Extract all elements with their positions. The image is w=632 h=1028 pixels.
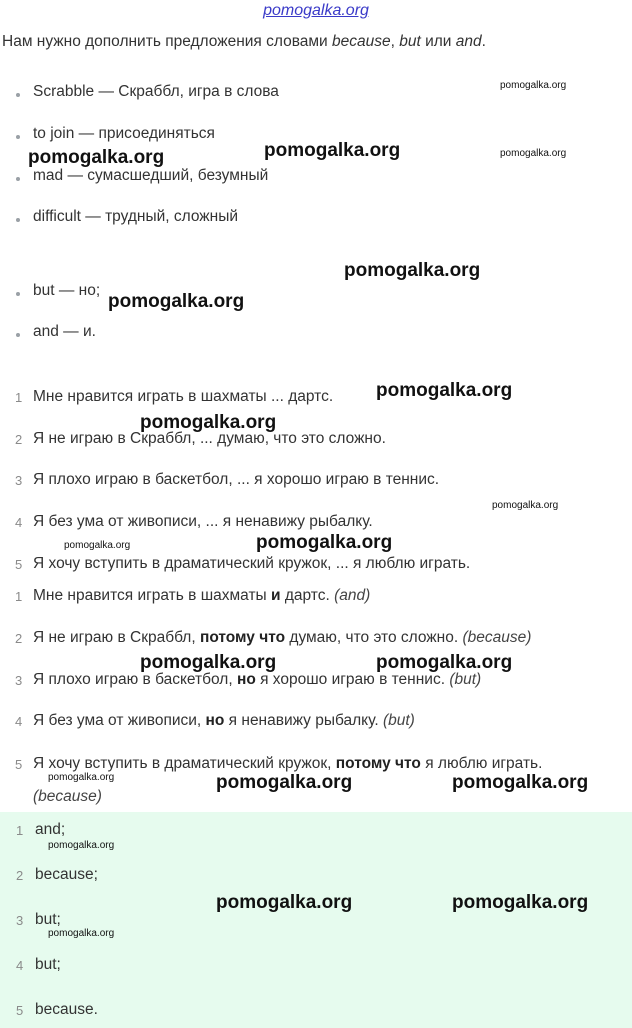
solution-hint: (because)	[33, 788, 102, 805]
task-number: 3	[15, 473, 23, 488]
answer-item: because;	[35, 866, 98, 883]
solution-number: 1	[15, 589, 23, 604]
watermark: pomogalka.org	[264, 140, 401, 161]
answer-item: and;	[35, 821, 66, 838]
watermark: pomogalka.org	[256, 532, 393, 553]
solution-sentence: Мне нравится играть в шахматы и дартс. (and)	[33, 587, 371, 604]
watermark: pomogalka.org	[500, 148, 567, 159]
task-sentence: Я не играю в Скраббл, ... думаю, что это сложно.	[33, 430, 386, 447]
answer-number: 1	[16, 823, 24, 838]
vocab-item: difficult — трудный, сложный	[33, 208, 239, 225]
watermark: pomogalka.org	[64, 540, 131, 551]
solution-sentence: Я не играю в Скраббл, потому что думаю, что это сложно. (because)	[33, 629, 532, 646]
answer-item: but;	[35, 956, 61, 973]
solution-sentence: Я плохо играю в баскетбол, но я хорошо играю в теннис. (but)	[33, 671, 482, 688]
conjunction-item: and — и.	[33, 323, 96, 340]
task-number: 4	[15, 515, 23, 530]
watermark: pomogalka.org	[376, 652, 513, 673]
solution-number: 4	[15, 714, 23, 729]
task-sentence: Я без ума от живописи, ... я ненавижу рыбалку.	[33, 513, 373, 530]
site-title-link[interactable]: pomogalka.org	[263, 2, 369, 19]
solution-sentence: Я без ума от живописи, но я ненавижу рыбалку. (but)	[33, 712, 415, 729]
answer-item: because.	[35, 1001, 98, 1018]
solution-sentence: Я хочу вступить в драматический кружок, потому что я люблю играть.	[33, 755, 543, 772]
watermark: pomogalka.org	[140, 412, 277, 433]
answer-number: 4	[16, 958, 24, 973]
watermark: pomogalka.org	[492, 500, 559, 511]
watermark: pomogalka.org	[48, 928, 115, 939]
bullet-icon	[16, 135, 20, 139]
watermark: pomogalka.org	[344, 260, 481, 281]
bullet-icon	[16, 93, 20, 97]
task-number: 1	[15, 390, 23, 405]
vocab-item: Scrabble — Скраббл, игра в слова	[33, 83, 279, 100]
vocab-item: to join — присоединяться	[33, 125, 215, 142]
watermark: pomogalka.org	[376, 380, 513, 401]
vocab-item: mad — сумасшедший, безумный	[33, 167, 269, 184]
conjunction-item: but — но;	[33, 282, 101, 299]
watermark: pomogalka.org	[216, 892, 353, 913]
answer-item: but;	[35, 911, 61, 928]
watermark: pomogalka.org	[108, 291, 245, 312]
task-number: 2	[15, 432, 23, 447]
watermark: pomogalka.org	[48, 772, 115, 783]
answer-number: 2	[16, 868, 24, 883]
watermark: pomogalka.org	[500, 80, 567, 91]
bullet-icon	[16, 292, 20, 296]
watermark: pomogalka.org	[28, 147, 165, 168]
bullet-icon	[16, 177, 20, 181]
answer-number: 3	[16, 913, 24, 928]
watermark: pomogalka.org	[140, 652, 277, 673]
bullet-icon	[16, 333, 20, 337]
intro-text: Нам нужно дополнить предложения словами because, but или and.	[2, 33, 486, 50]
solution-number: 3	[15, 673, 23, 688]
task-sentence: Я хочу вступить в драматический кружок, ... я люблю играть.	[33, 555, 471, 572]
watermark: pomogalka.org	[48, 840, 115, 851]
watermark: pomogalka.org	[452, 892, 589, 913]
task-number: 5	[15, 557, 23, 572]
bullet-icon	[16, 218, 20, 222]
answer-number: 5	[16, 1003, 24, 1018]
solution-number: 2	[15, 631, 23, 646]
task-sentence: Я плохо играю в баскетбол, ... я хорошо играю в теннис.	[33, 471, 440, 488]
watermark: pomogalka.org	[216, 772, 353, 793]
watermark: pomogalka.org	[452, 772, 589, 793]
task-sentence: Мне нравится играть в шахматы ... дартс.	[33, 388, 334, 405]
solution-number: 5	[15, 757, 23, 772]
